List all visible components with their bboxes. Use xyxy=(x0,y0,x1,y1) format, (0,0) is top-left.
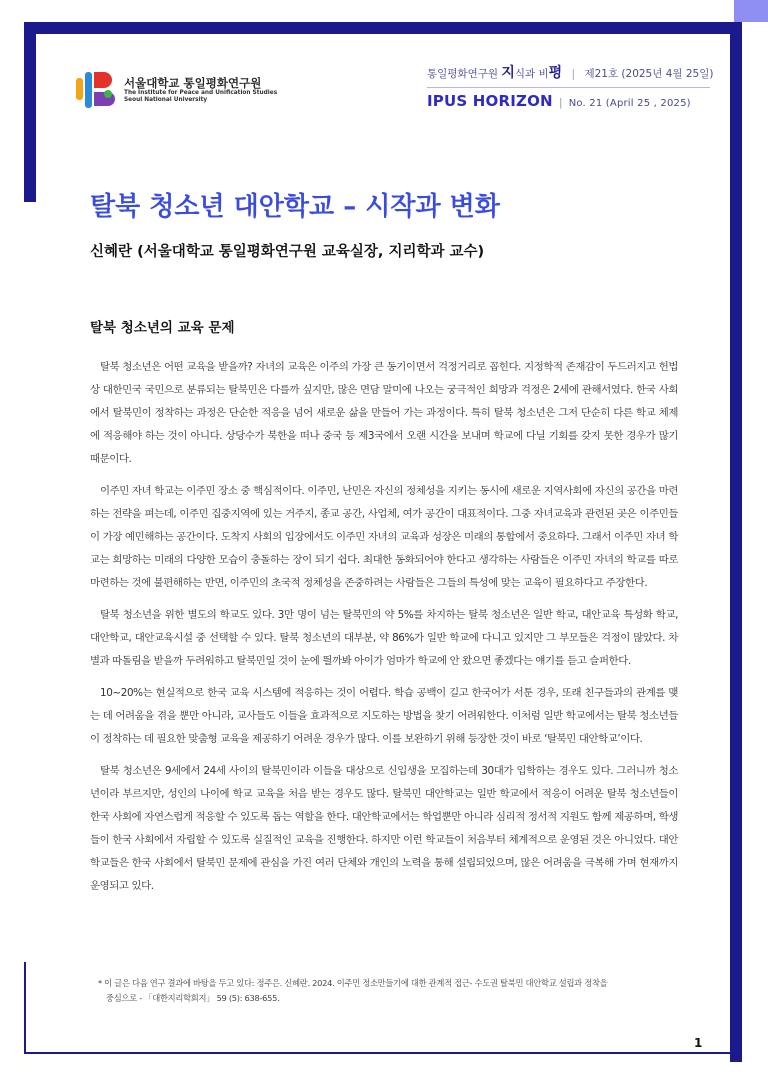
frame-bottom-line xyxy=(24,1052,730,1054)
ipus-logo-icon xyxy=(74,68,118,112)
institute-name-en: The Institute for Peace and Unification Studies xyxy=(124,90,278,96)
section-heading: 탈북 청소년의 교육 문제 xyxy=(90,320,235,336)
paragraph: 탈북 청소년은 9세에서 24세 사이의 탈북민이라 이들을 대상으로 신입생을 모집하는데 30대가 입학하는 경우도 있다. 그러니까 청소년이라 부르지만, 성인의 나이에 학교 교육을 처음 받는 경우도 많다. 탈북민 대안학교는 일반 학교에서 적응이 어려운 탈북 청소년들이 한국 사회에 자연스럽게 적응할 수 있도록 돕는 역할을 한다. 대안학교에서는 학업뿐만 아니라 심리적 정서적 지원도 함께 제공하며, 학생들이 한국 사회에서 자립할 수 있도록 실질적인 교육을 진행한다. 하지만 이런 학교들이 처음부터 체계적으로 운영된 것은 아니었다. 대안학교들은 한국 사회에서 탈북민 문제에 관심을 가진 여러 단체와 개인의 노력을 통해 설립되었으며, 많은 어려움을 극복해 가며 현재까지 운영되고 있다. xyxy=(90,765,678,892)
footnote-line: 중심으로 - 「대한지리학회지」 59 (5): 638-655. xyxy=(106,993,280,1003)
series-issue: 제21호 (2025년 4월 25일) xyxy=(584,68,714,80)
series-pyeong: 평 xyxy=(548,65,563,81)
page-number: 1 xyxy=(694,1036,703,1050)
frame-left-bar xyxy=(24,22,36,202)
frame-right-bar xyxy=(730,22,742,1062)
footnote xyxy=(98,976,678,1006)
article-title: 탈북 청소년 대안학교 – 시작과 변화 xyxy=(90,192,500,222)
paragraph: 탈북 청소년을 위한 별도의 학교도 있다. 3만 명이 넘는 탈북민의 약 5%를 차지하는 탈북 청소년은 일반 학교, 대안교육 특성화 학교, 대안학교, 대안교육시설 중 선택할 수 있다. 탈북 청소년의 대부분, 약 86%가 일반 학교에 다니고 있지만 그 부모들은 걱정이 많았다. 차별과 따돌림을 받을까 두려워하고 탈북민일 것이 눈에 띌까봐 아이가 엄마가 학교에 안 왔으면 좋겠다는 얘기를 듣고 슬퍼한다. xyxy=(90,609,678,667)
corner-accent xyxy=(734,0,768,22)
series-line xyxy=(427,64,717,83)
horizon-issue: No. 21 (April 25 , 2025) xyxy=(568,98,691,109)
article-body xyxy=(90,356,678,907)
paragraph: 탈북 청소년은 어떤 교육을 받을까? 자녀의 교육은 이주의 가장 큰 동기이면서 걱정거리로 꼽힌다. 지정학적 존재감이 두드러지고 헌법상 대한민국 국민으로 분류되는 탈북민은 다를까 싶지만, 많은 면담 말미에 나오는 궁극적인 희망과 걱정은 2세에 관해서였다. 한국 사회에서 탈북민이 정착하는 과정은 단순한 적응을 넘어 새로운 삶을 만들어 가는 과정이다. 특히 탈북 청소년은 그저 단순히 다른 학교 체제에 적응해야 하는 것이 아니다. 상당수가 북한을 떠나 중국 등 제3국에서 오랜 시간을 보내며 학교에 다닐 기회를 갖지 못한 경우가 많기 때문이다. xyxy=(90,361,678,465)
paragraph: 10~20%는 현실적으로 한국 교육 시스템에 적응하는 것이 어렵다. 학습 공백이 길고 한국어가 서툰 경우, 또래 친구들과의 관계를 맺는 데 어려움을 겪을 뿐만 아니라, 교사들도 이들을 효과적으로 지도하는 방법을 찾기 어려워한다. 이처럼 일반 학교에서는 탈북 청소년들이 정착하는 데 필요한 맞춤형 교육을 제공하기 어려운 경우가 많다. 이를 보완하기 위해 등장한 것이 바로 ‘탈북민 대안학교’이다. xyxy=(90,687,678,745)
series-ji: 지 xyxy=(501,65,515,81)
header-divider xyxy=(427,87,710,88)
university-name-en: Seoul National University xyxy=(124,97,208,103)
separator: | xyxy=(558,96,563,109)
frame-bottom-left-line xyxy=(24,962,26,1054)
series-prefix: 통일평화연구원 xyxy=(427,68,499,80)
institute-name xyxy=(124,76,277,104)
horizon-line xyxy=(427,92,691,110)
separator: | xyxy=(571,68,576,80)
frame-top-bar xyxy=(24,22,742,34)
horizon-name: IPUS HORIZON xyxy=(427,92,553,110)
article-author: 신혜란 (서울대학교 통일평화연구원 교육실장, 지리학과 교수) xyxy=(90,244,485,260)
institute-name-ko: 서울대학교 통일평화연구원 xyxy=(124,76,262,90)
paragraph: 이주민 자녀 학교는 이주민 장소 중 핵심적이다. 이주민, 난민은 자신의 정체성을 지키는 동시에 새로운 지역사회에 자신의 공간을 마련하는 전략을 펴는데, 이주민 집중지역에 있는 거주지, 종교 공간, 사업체, 여가 공간이 대표적이다. 그중 자녀교육과 관련된 곳은 이주민들이 가장 예민해하는 공간이다. 도착지 사회의 입장에서도 이주민 자녀의 교육과 성장은 미래의 통합에서 중요하다. 그래서 이주민 자녀 학교는 희망하는 미래의 다양한 모습이 충돌하는 장이 되기 쉽다. 최대한 동화되어야 한다고 생각하는 사람들은 이주민 자녀의 학교를 따로 마련하는 것에 불편해하는 반면, 이주민의 초국적 정체성을 존중하려는 사람들은 그들의 특성에 맞는 교육이 필요하다고 주장한다. xyxy=(90,485,678,589)
series-mid: 식과 비 xyxy=(514,68,549,80)
footnote-line: * 이 글은 다음 연구 결과에 바탕을 두고 있다: 정주은. 신혜란. 2024. 이주민 정소만들기에 대한 관계적 접근- 수도권 탈북민 대안학교 설립과 정착을 xyxy=(98,978,608,988)
